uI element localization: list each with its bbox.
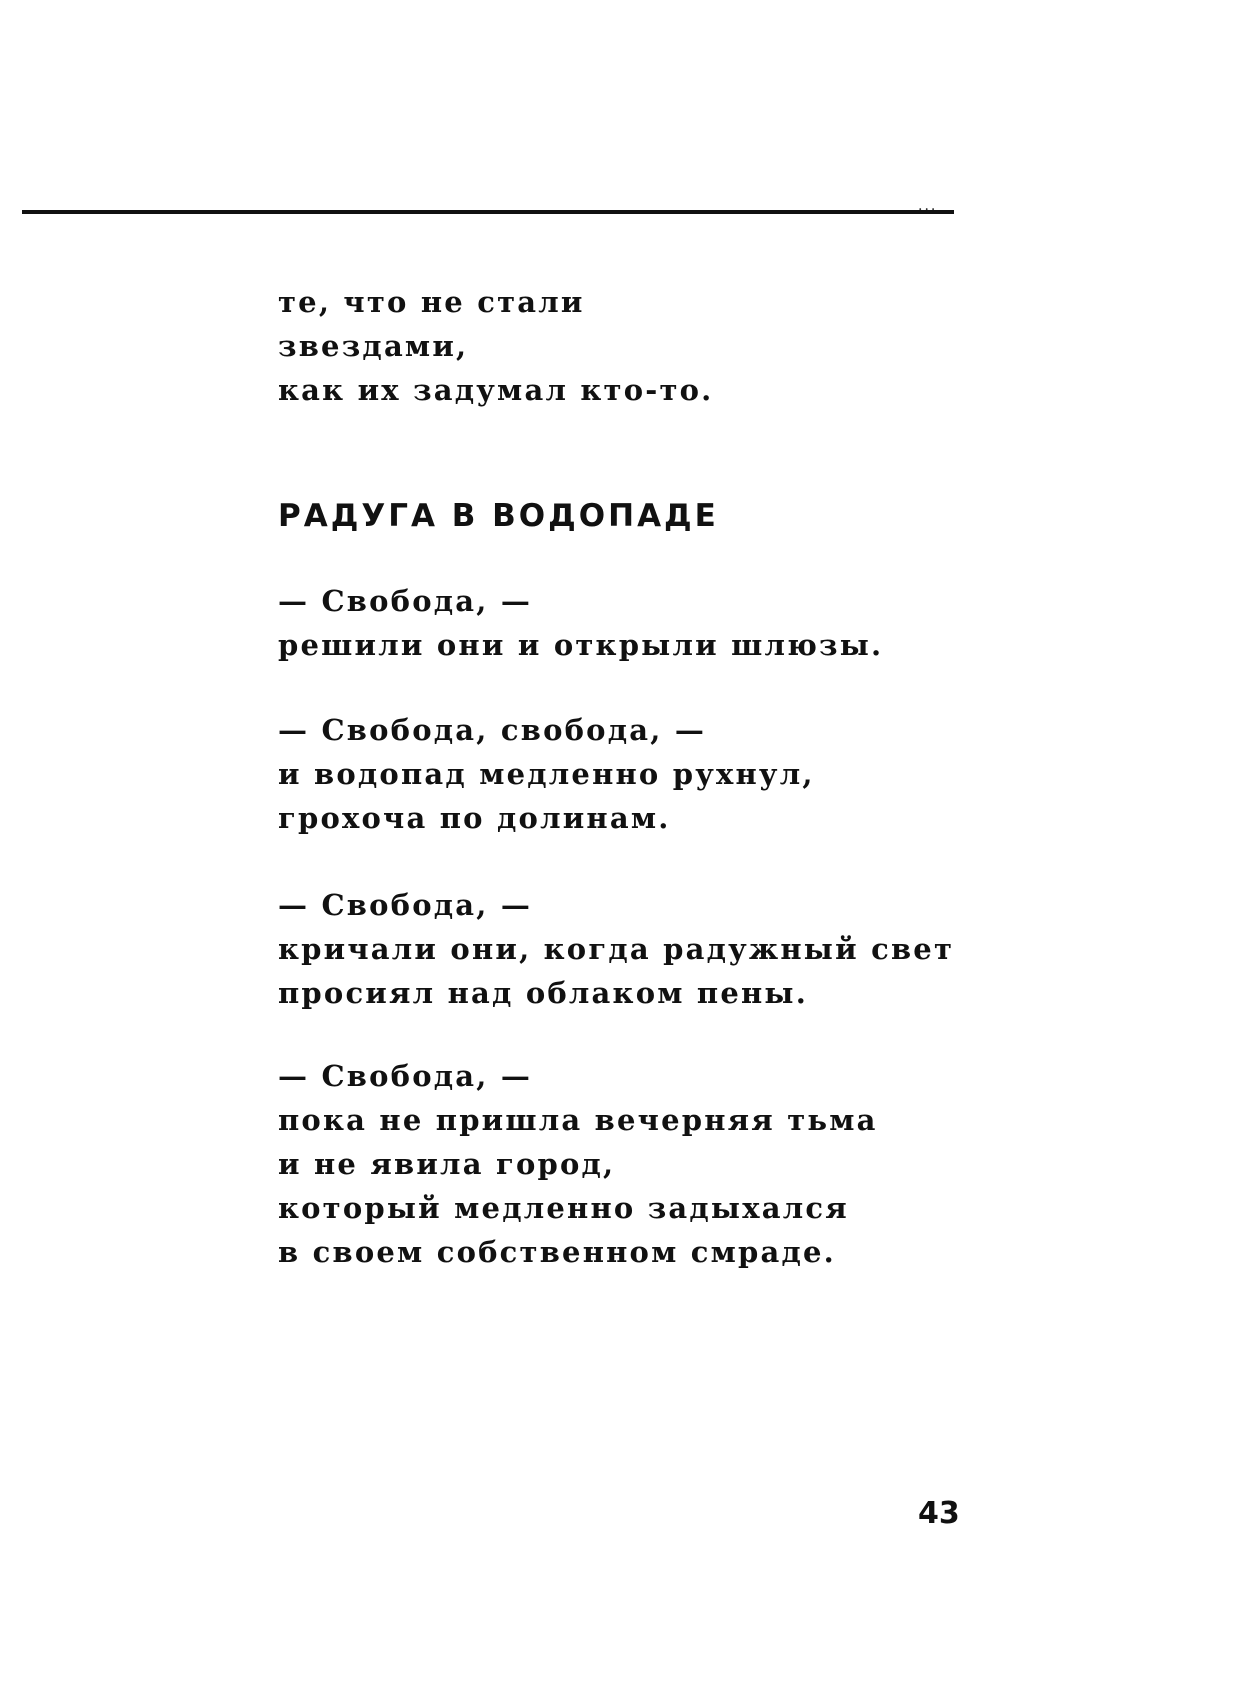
stanza-4-line: — Свобода, — [278,1059,533,1093]
stanza-1-line: — Свобода, — [278,584,533,618]
previous-poem-line: звездами, [278,329,469,363]
stanza-2-line: — Свобода, свобода, — [278,713,707,747]
header-rule-specks: ... [918,198,938,214]
stanza-3-line: просиял над облаком пены. [278,976,808,1010]
stanza-3-line: — Свобода, — [278,888,533,922]
stanza-2-line: грохоча по долинам. [278,801,671,835]
stanza-4-line: в своем собственном смраде. [278,1235,836,1269]
stanza-1-line: решили они и открыли шлюзы. [278,628,884,662]
header-rule [22,210,954,214]
previous-poem-line: те, что не стали [278,285,585,319]
stanza-2-line: и водопад медленно рухнул, [278,757,815,791]
stanza-4-line: пока не пришла вечерняя тьма [278,1103,878,1137]
stanza-3-line: кричали они, когда радужный свет [278,932,955,966]
poem-title: РАДУГА В ВОДОПАДЕ [278,498,719,534]
stanza-4-line: и не явила город, [278,1147,616,1181]
page-number: 43 [918,1496,960,1531]
stanza-4-line: который медленно задыхался [278,1191,849,1225]
previous-poem-line: как их задумал кто-то. [278,373,714,407]
